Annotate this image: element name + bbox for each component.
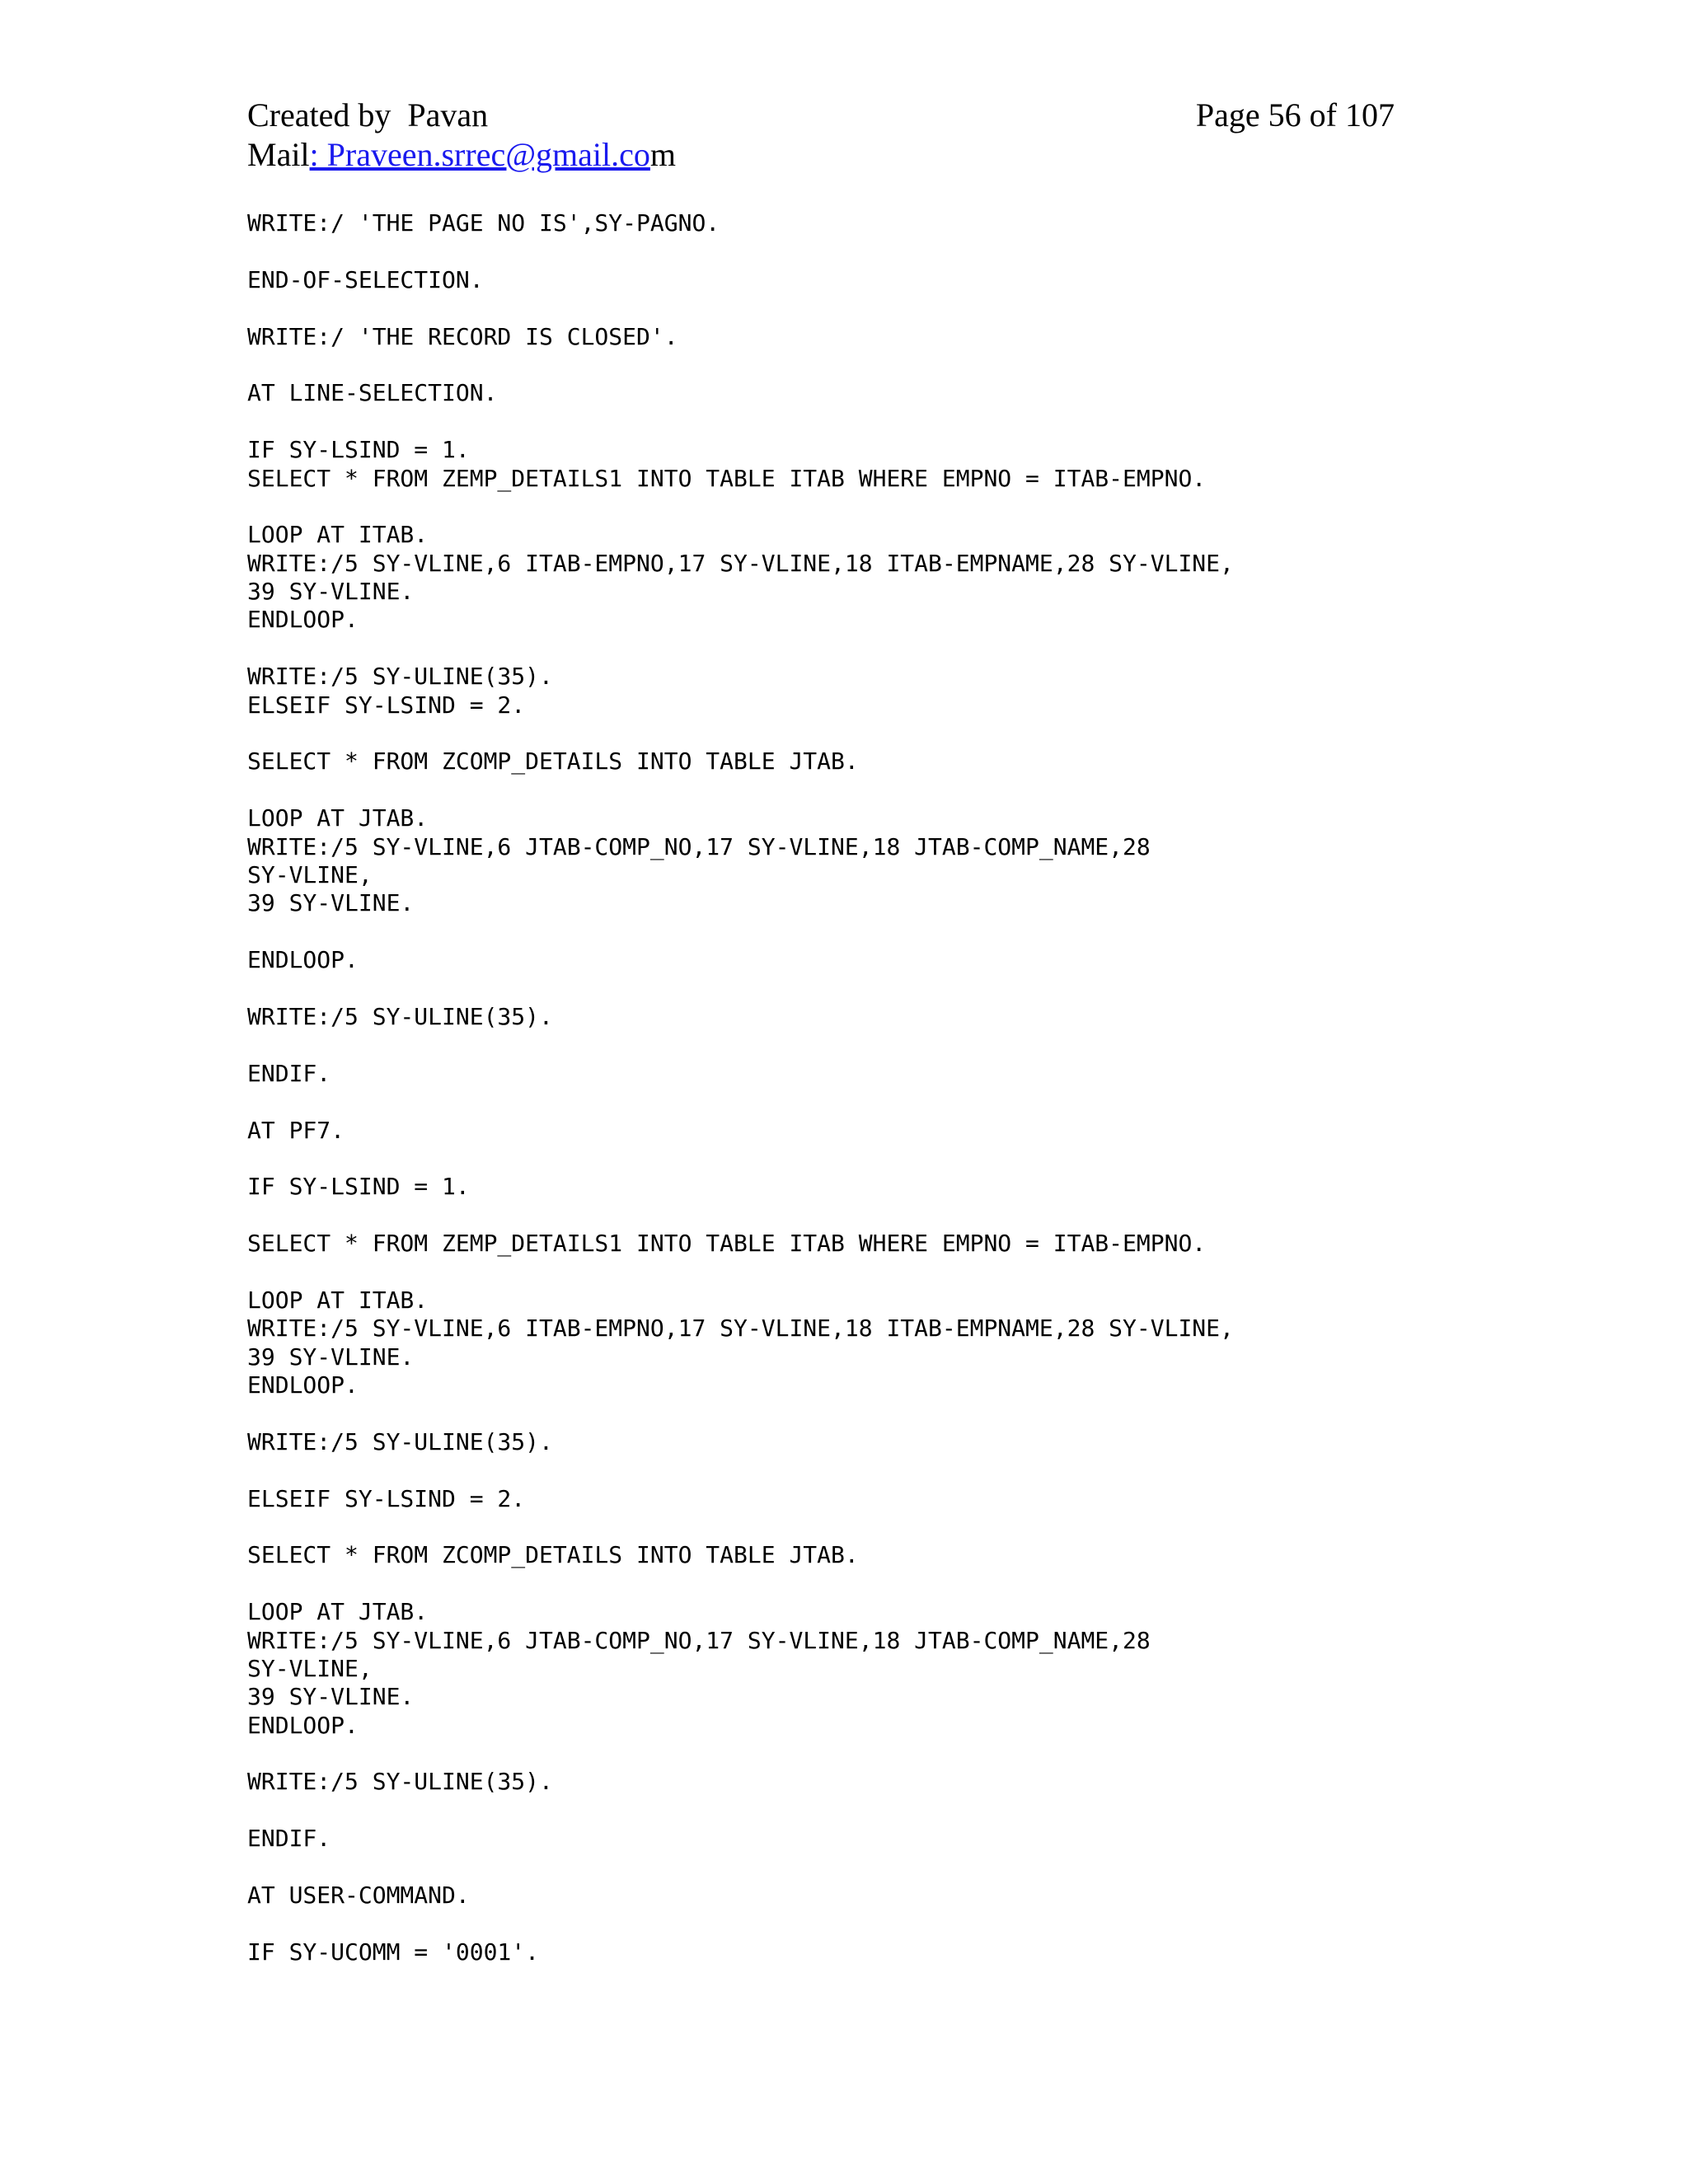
code-line: 39 SY-VLINE. (247, 889, 415, 917)
mail-suffix: m (649, 136, 677, 173)
blank-line (247, 351, 1566, 379)
blank-line (247, 1910, 1566, 1938)
blank-line (247, 1854, 1566, 1882)
code-line: AT PF7. (247, 1116, 345, 1144)
blank-line (247, 918, 1566, 946)
code-line: WRITE:/5 SY-ULINE(35). (247, 1768, 553, 1796)
page-number: Page 56 of 107 (1195, 96, 1395, 134)
blank-line (247, 1145, 1566, 1173)
blank-line (247, 1202, 1566, 1230)
code-line: LOOP AT JTAB. (247, 1598, 429, 1626)
code-line: IF SY-LSIND = 1. (247, 1173, 470, 1201)
blank-line (247, 1570, 1566, 1598)
blank-line (247, 1258, 1566, 1286)
code-line: WRITE:/5 SY-ULINE(35). (247, 663, 553, 691)
code-line: IF SY-UCOMM = '0001'. (247, 1938, 540, 1966)
code-line: ENDLOOP. (247, 606, 359, 634)
blank-line (247, 1740, 1566, 1768)
code-line: ENDIF. (247, 1059, 331, 1087)
blank-line (247, 776, 1566, 804)
code-line: AT USER-COMMAND. (247, 1882, 470, 1910)
code-line: IF SY-LSIND = 1. (247, 436, 470, 464)
code-line: WRITE:/5 SY-VLINE,6 JTAB-COMP_NO,17 SY-VLINE,18 JTAB-COMP_NAME,28 (247, 1626, 1151, 1654)
code-line: SELECT * FROM ZEMP_DETAILS1 INTO TABLE ITAB WHERE EMPNO = ITAB-EMPNO. (247, 464, 1207, 492)
blank-line (247, 1456, 1566, 1484)
blank-line (247, 294, 1566, 322)
blank-line (247, 1513, 1566, 1541)
code-line: SY-VLINE, (247, 1654, 373, 1682)
blank-line (247, 1797, 1566, 1825)
code-line: ENDLOOP. (247, 1711, 359, 1739)
code-line: WRITE:/ 'THE PAGE NO IS',SY-PAGNO. (247, 209, 720, 237)
email-link[interactable]: : Praveen.srrec@gmail.co (309, 136, 650, 173)
code-line: WRITE:/5 SY-ULINE(35). (247, 1002, 553, 1030)
code-listing (247, 209, 1566, 1966)
code-line: SELECT * FROM ZCOMP_DETAILS INTO TABLE JTAB. (247, 748, 859, 776)
code-line: ELSEIF SY-LSIND = 2. (247, 1484, 526, 1512)
code-line: ENDLOOP. (247, 1371, 359, 1399)
code-line: WRITE:/5 SY-VLINE,6 ITAB-EMPNO,17 SY-VLINE,18 ITAB-EMPNAME,28 SY-VLINE, (247, 549, 1234, 577)
code-line: WRITE:/5 SY-VLINE,6 ITAB-EMPNO,17 SY-VLINE,18 ITAB-EMPNAME,28 SY-VLINE, (247, 1315, 1234, 1343)
blank-line (247, 1031, 1566, 1059)
code-line: ENDIF. (247, 1825, 331, 1853)
code-line: 39 SY-VLINE. (247, 1683, 415, 1711)
code-line: AT LINE-SELECTION. (247, 379, 498, 407)
mail-label: Mail (247, 136, 310, 173)
code-line: WRITE:/ 'THE RECORD IS CLOSED'. (247, 322, 678, 350)
blank-line (247, 635, 1566, 663)
code-line: SY-VLINE, (247, 860, 373, 888)
blank-line (247, 975, 1566, 1003)
author-credit: Created by Pavan (247, 96, 489, 134)
blank-line (247, 1088, 1566, 1116)
code-line: LOOP AT ITAB. (247, 1286, 429, 1314)
code-line: LOOP AT ITAB. (247, 521, 429, 549)
blank-line (247, 1399, 1566, 1427)
code-line: 39 SY-VLINE. (247, 578, 415, 606)
code-line: END-OF-SELECTION. (247, 265, 484, 293)
code-line: 39 SY-VLINE. (247, 1343, 415, 1371)
page-header (247, 96, 1395, 175)
blank-line (247, 237, 1566, 265)
code-line: SELECT * FROM ZCOMP_DETAILS INTO TABLE JTAB. (247, 1541, 859, 1569)
blank-line (247, 408, 1566, 436)
code-line: WRITE:/5 SY-VLINE,6 JTAB-COMP_NO,17 SY-VLINE,18 JTAB-COMP_NAME,28 (247, 832, 1151, 860)
code-line: WRITE:/5 SY-ULINE(35). (247, 1427, 553, 1455)
header-top-row (247, 96, 1395, 135)
code-line: ELSEIF SY-LSIND = 2. (247, 691, 526, 719)
blank-line (247, 719, 1566, 748)
blank-line (247, 493, 1566, 521)
code-line: LOOP AT JTAB. (247, 804, 429, 832)
code-line: ENDLOOP. (247, 946, 359, 974)
mail-line (247, 135, 1395, 175)
code-line: SELECT * FROM ZEMP_DETAILS1 INTO TABLE ITAB WHERE EMPNO = ITAB-EMPNO. (247, 1230, 1207, 1258)
